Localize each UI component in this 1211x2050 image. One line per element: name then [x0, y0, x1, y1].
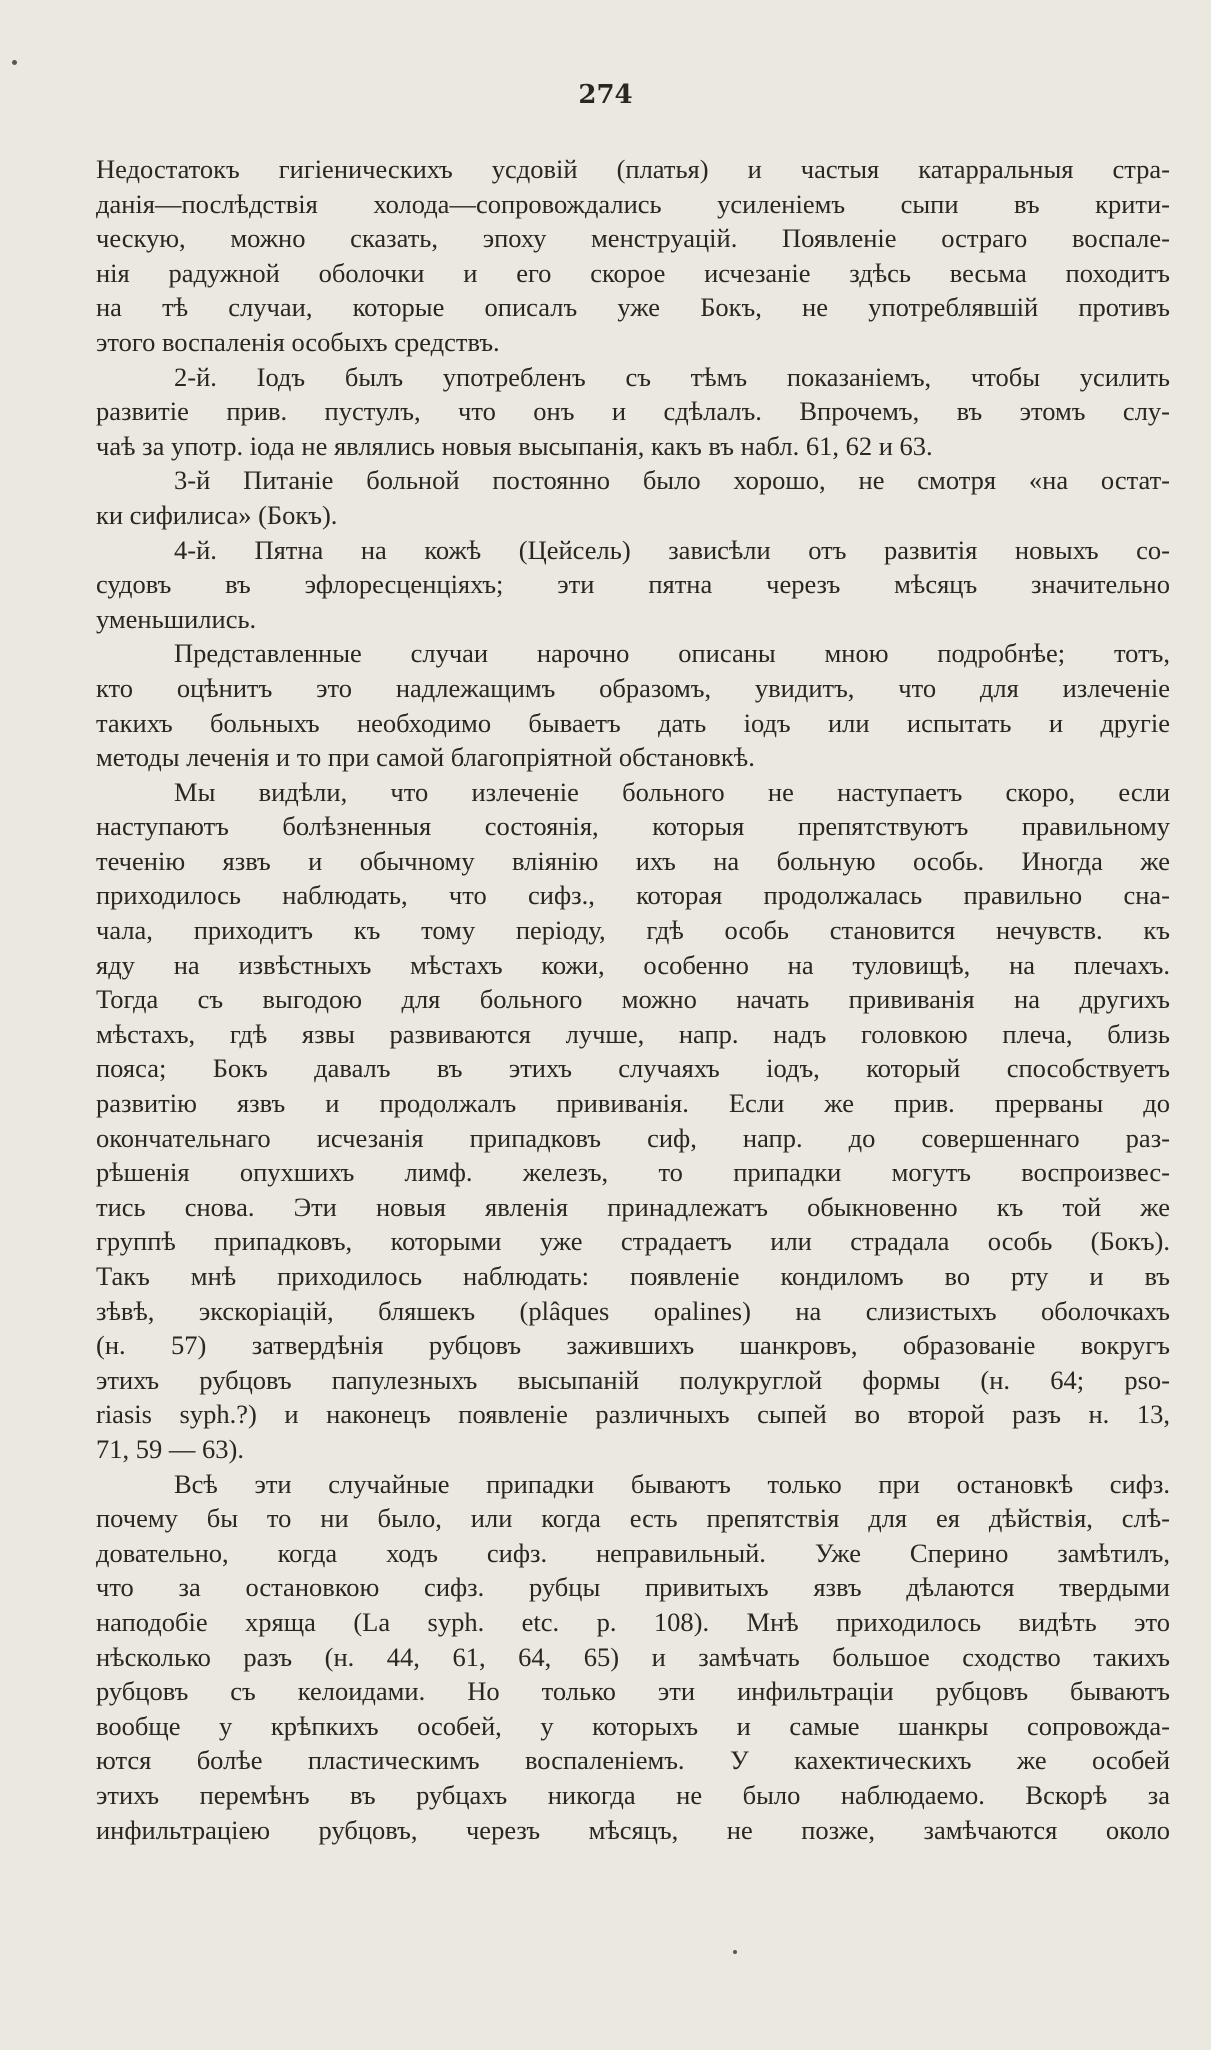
text-line: окончательнаго исчезанія припадковъ сиф, напр. до совершеннаго раз- [96, 1122, 1170, 1153]
text-line: чала, приходитъ къ тому періоду, гдѣ особь становится нечувств. къ [96, 915, 1170, 946]
text-line: Недостатокъ гигіеническихъ усдовій (платья) и частыя катарральныя стра- [96, 154, 1170, 184]
text-line: (н. 57) затвердѣнія рубцовъ зажившихъ шанкровъ, образованіе вокругъ [96, 1330, 1170, 1361]
text-line: судовъ въ эфлоресценціяхъ; эти пятна черезъ мѣсяцъ значительно [96, 569, 1170, 600]
text-line: кто оцѣнитъ это надлежащимъ образомъ, увидитъ, что для излеченіе [96, 672, 1170, 703]
scan-speck [733, 1950, 737, 1954]
text-line: методы леченія и то при самой благопріятной обстановкѣ. [96, 742, 755, 773]
text-line: ки сифилиса» (Бокъ). [96, 499, 338, 530]
text-line: ческую, можно сказать, эпоху менструацій. Появленіе остраго воспале- [96, 223, 1170, 254]
text-line: почему бы то ни было, или когда есть препятствія для ея дѣйствія, слѣ- [96, 1503, 1170, 1534]
text-line: 2-й. Іодъ былъ употребленъ съ тѣмъ показаніемъ, чтобы усилить [174, 361, 1170, 392]
text-line: приходилось наблюдать, что сифз., которая продолжалась правильно сна- [96, 880, 1170, 911]
text-line: довательно, когда ходъ сифз. неправильный. Уже Сперино замѣтилъ, [96, 1537, 1170, 1568]
text-line: нѣсколько разъ (н. 44, 61, 64, 65) и замѣчать большое сходство такихъ [96, 1641, 1170, 1672]
text-line: Мы видѣли, что излеченіе больного не наступаетъ скоро, если [174, 776, 1170, 807]
text-line: инфильтраціею рубцовъ, черезъ мѣсяцъ, не позже, замѣчаются около [96, 1814, 1170, 1845]
text-line: пояса; Бокъ давалъ въ этихъ случаяхъ іодъ, который способствуетъ [96, 1053, 1170, 1084]
text-line: наподобіе хряща (La syph. etc. p. 108). Мнѣ приходилось видѣть это [96, 1606, 1170, 1637]
body-text [96, 152, 1170, 1847]
text-line: Такъ мнѣ приходилось наблюдать: появленіе кондиломъ во рту и въ [96, 1261, 1170, 1291]
text-line: рѣшенія опухшихъ лимф. железъ, то припадки могутъ воспроизвес- [96, 1157, 1170, 1188]
scan-speck [12, 60, 17, 65]
text-line: яду на извѣстныхъ мѣстахъ кожи, особенно на туловищѣ, на плечахъ. [96, 949, 1170, 980]
page-number: 274 [578, 80, 633, 110]
text-line: тись снова. Эти новыя явленія принадлежатъ обыкновенно къ той же [96, 1191, 1170, 1222]
text-line: наступаютъ болѣзненныя состоянія, которыя препятствуютъ правильному [96, 811, 1170, 842]
text-line: что за остановкою сифз. рубцы привитыхъ язвъ дѣлаются твердыми [96, 1572, 1170, 1603]
text-line: 71, 59 — 63). [96, 1433, 244, 1464]
text-line: Тогда съ выгодою для больного можно начать прививанія на другихъ [96, 984, 1170, 1015]
text-line: чаѣ за употр. іода не являлись новыя высыпанія, какъ въ набл. 61, 62 и 63. [96, 430, 933, 461]
text-line: такихъ больныхъ необходимо бываетъ дать іодъ или испытать и другіе [96, 707, 1170, 738]
text-line: 4-й. Пятна на кожѣ (Цейсель) зависѣли отъ развитія новыхъ со- [174, 534, 1170, 565]
text-line: Всѣ эти случайные припадки бываютъ только при остановкѣ сифз. [174, 1468, 1170, 1499]
text-line: зѣвѣ, экскоріацій, бляшекъ (plâques opalines) на слизистыхъ оболочкахъ [96, 1295, 1170, 1326]
text-line: теченію язвъ и обычному вліянію ихъ на больную особь. Иногда же [96, 845, 1170, 876]
text-line: группѣ припадковъ, которыми уже страдаетъ или страдала особь (Бокъ). [96, 1226, 1170, 1257]
text-line: на тѣ случаи, которые описалъ уже Бокъ, не употреблявшій противъ [96, 292, 1170, 323]
text-line: riasis syph.?) и наконецъ появленіе различныхъ сыпей во второй разъ н. 13, [96, 1399, 1170, 1430]
text-line: мѣстахъ, гдѣ язвы развиваются лучше, напр. надъ головкою плеча, близь [96, 1018, 1170, 1049]
text-line: уменьшились. [96, 603, 257, 634]
text-line: вообще у крѣпкихъ особей, у которыхъ и самые шанкры сопровожда- [96, 1710, 1170, 1741]
text-line: 3-й Питаніе больной постоянно было хорошо, не смотря «на остат- [174, 465, 1170, 496]
text-line: развитію язвъ и продолжалъ прививанія. Если же прив. прерваны до [96, 1088, 1170, 1119]
text-line: нія радужной оболочки и его скорое исчезаніе здѣсь весьма походитъ [96, 257, 1170, 288]
text-line: развитіе прив. пустулъ, что онъ и сдѣлалъ. Впрочемъ, въ этомъ слу- [96, 396, 1170, 427]
text-line: этихъ рубцовъ папулезныхъ высыпаній полукруглой формы (н. 64; pso- [96, 1364, 1170, 1395]
text-line: этихъ перемѣнъ въ рубцахъ никогда не было наблюдаемо. Вскорѣ за [96, 1779, 1170, 1810]
text-line: ются болѣе пластическимъ воспаленіемъ. У кахектическихъ же особей [96, 1745, 1170, 1776]
text-line: рубцовъ съ келоидами. Но только эти инфильтраціи рубцовъ бываютъ [96, 1676, 1170, 1707]
text-line: Представленные случаи нарочно описаны мною подробнѣе; тотъ, [174, 638, 1170, 669]
text-line: данія—послѣдствія холода—сопровождались усиленіемъ сыпи въ крити- [96, 188, 1170, 219]
text-line: этого воспаленія особыхъ средствъ. [96, 326, 500, 357]
